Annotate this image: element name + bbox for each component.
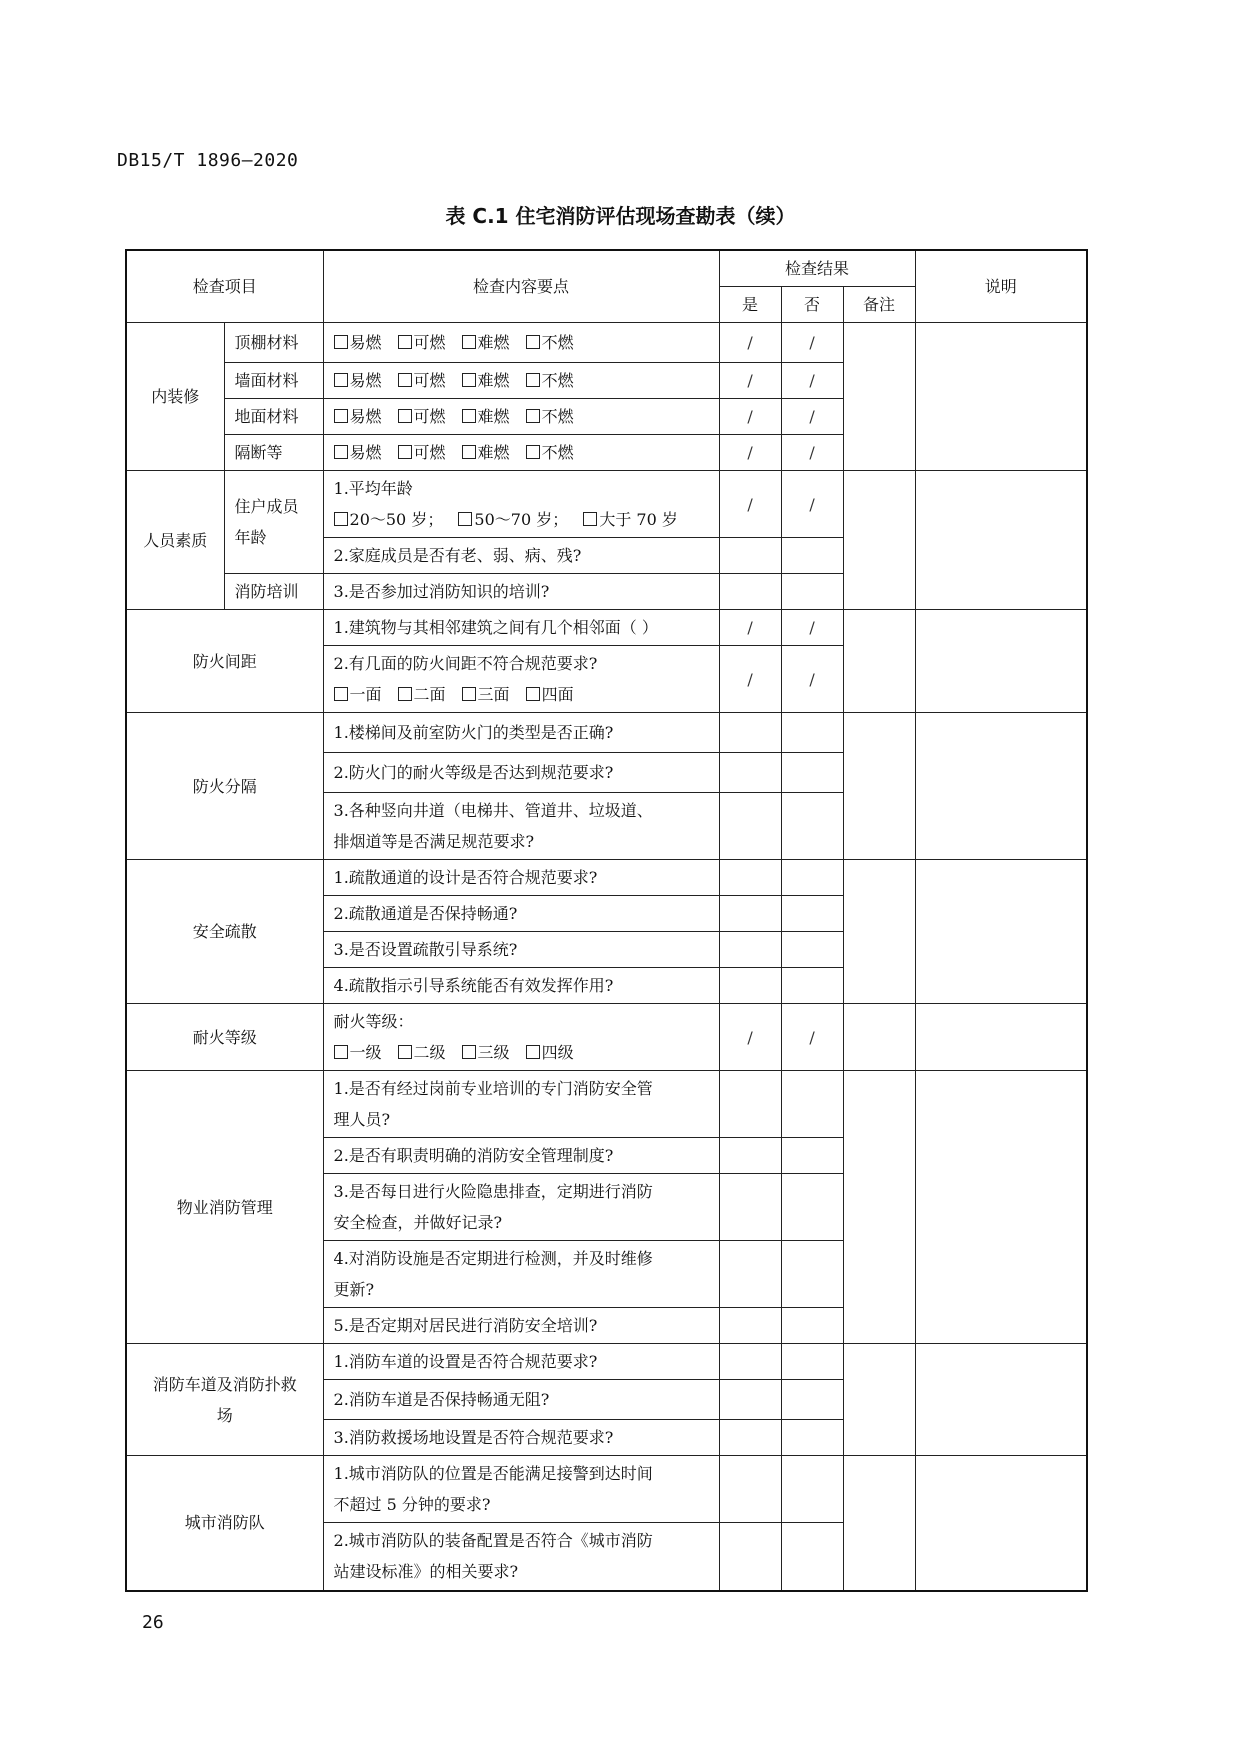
checkbox-icon[interactable] <box>462 335 476 349</box>
section-name-line: 场 <box>216 1405 233 1425</box>
question <box>323 1456 719 1523</box>
checkbox-icon[interactable] <box>334 445 348 459</box>
checkbox-icon[interactable] <box>462 687 476 701</box>
checkbox-icon[interactable] <box>398 335 412 349</box>
remark-cell <box>843 1071 915 1344</box>
answer-no <box>781 1138 843 1174</box>
slash-mark: / <box>719 646 781 713</box>
question-line: 2.城市消防队的装备配置是否符合《城市消防 <box>333 1531 653 1551</box>
answer-no <box>781 1420 843 1456</box>
question-text: 2.有几面的防火间距不符合规范要求? <box>333 654 598 673</box>
slash-mark: / <box>719 610 781 646</box>
question: 4.疏散指示引导系统能否有效发挥作用? <box>323 968 719 1004</box>
checkbox-icon[interactable] <box>526 409 540 423</box>
interior-row-label: 隔断等 <box>224 435 323 471</box>
option-label: 三级 <box>477 1043 510 1062</box>
remark-cell <box>843 1456 915 1591</box>
answer-no <box>781 1523 843 1591</box>
slash-mark: / <box>781 363 843 399</box>
question <box>323 1241 719 1308</box>
question-line: 3.是否每日进行火险隐患排查，定期进行消防 <box>333 1182 653 1201</box>
option-label: 不燃 <box>541 371 574 390</box>
section-spacing: 防火间距 <box>126 610 323 713</box>
explain-cell <box>915 1004 1087 1071</box>
flammability-options <box>323 323 719 363</box>
checkbox-icon[interactable] <box>398 445 412 459</box>
option-label: 三面 <box>477 685 510 704</box>
interior-row-label: 顶棚材料 <box>224 323 323 363</box>
age-option: 大于 70 岁 <box>599 510 678 529</box>
answer-no <box>781 538 843 574</box>
answer-yes <box>719 1420 781 1456</box>
answer-yes <box>719 1456 781 1523</box>
remark-cell <box>843 1004 915 1071</box>
header-item: 检查项目 <box>126 250 323 323</box>
average-age-question <box>323 471 719 538</box>
checkbox-icon[interactable] <box>583 512 597 526</box>
answer-yes <box>719 1071 781 1138</box>
option-label: 四级 <box>541 1043 574 1062</box>
checkbox-icon[interactable] <box>398 1045 412 1059</box>
explain-cell <box>915 610 1087 713</box>
question-line: 不超过 5 分钟的要求? <box>333 1495 491 1514</box>
checkbox-icon[interactable] <box>462 409 476 423</box>
survey-table <box>125 249 1088 1592</box>
slash-mark: / <box>719 323 781 363</box>
question <box>323 1523 719 1591</box>
section-fire-access <box>126 1344 323 1456</box>
header-no: 否 <box>781 287 843 323</box>
answer-yes <box>719 793 781 860</box>
section-fire-station: 城市消防队 <box>126 1456 323 1591</box>
answer-yes <box>719 753 781 793</box>
header-result: 检查结果 <box>719 250 915 287</box>
interior-row-label: 地面材料 <box>224 399 323 435</box>
section-personnel: 人员素质 <box>126 471 224 610</box>
header-yes: 是 <box>719 287 781 323</box>
question: 1.疏散通道的设计是否符合规范要求? <box>323 860 719 896</box>
question: 5.是否定期对居民进行消防安全培训? <box>323 1308 719 1344</box>
checkbox-icon[interactable] <box>398 373 412 387</box>
answer-yes <box>719 538 781 574</box>
answer-yes <box>719 713 781 753</box>
option-label: 难燃 <box>477 407 510 426</box>
option-label: 易燃 <box>349 333 382 352</box>
answer-no <box>781 896 843 932</box>
checkbox-icon[interactable] <box>334 687 348 701</box>
answer-yes <box>719 1174 781 1241</box>
checkbox-icon[interactable] <box>526 1045 540 1059</box>
slash-mark: / <box>781 323 843 363</box>
section-name-line: 消防车道及消防扑救 <box>152 1374 297 1394</box>
training-label: 消防培训 <box>224 574 323 610</box>
table-title: 表 C.1 住宅消防评估现场查勘表（续） <box>445 204 796 228</box>
answer-yes <box>719 932 781 968</box>
age-option: 50～70 岁； <box>474 510 569 529</box>
spacing-question <box>323 646 719 713</box>
option-label: 易燃 <box>349 371 382 390</box>
explain-cell <box>915 1344 1087 1456</box>
answer-no <box>781 753 843 793</box>
answer-no <box>781 1241 843 1308</box>
answer-no <box>781 1344 843 1380</box>
section-interior: 内装修 <box>126 323 224 471</box>
checkbox-icon[interactable] <box>334 512 348 526</box>
checkbox-icon[interactable] <box>526 687 540 701</box>
option-label: 易燃 <box>349 443 382 462</box>
option-label: 二面 <box>413 685 446 704</box>
option-label: 难燃 <box>477 443 510 462</box>
option-label: 二级 <box>413 1043 446 1062</box>
section-property: 物业消防管理 <box>126 1071 323 1344</box>
fire-rating-options <box>334 1037 709 1068</box>
question-line: 4.对消防设施是否定期进行检测，并及时维修 <box>333 1249 653 1268</box>
remark-cell <box>843 323 915 471</box>
slash-mark: / <box>781 1004 843 1071</box>
answer-yes <box>719 1308 781 1344</box>
option-label: 不燃 <box>541 443 574 462</box>
header-explain: 说明 <box>915 250 1087 323</box>
question: 3.是否设置疏散引导系统? <box>323 932 719 968</box>
question-line: 站建设标准》的相关要求? <box>333 1562 519 1582</box>
answer-no <box>781 793 843 860</box>
slash-mark: / <box>719 435 781 471</box>
question <box>323 1174 719 1241</box>
question-line: 3.各种竖向井道（电梯井、管道井、垃圾道、 <box>333 801 653 820</box>
answer-no <box>781 713 843 753</box>
option-label: 四面 <box>541 685 574 704</box>
remark-cell <box>843 713 915 860</box>
question-line: 安全检查，并做好记录? <box>333 1213 503 1232</box>
answer-yes <box>719 860 781 896</box>
question: 1.建筑物与其相邻建筑之间有几个相邻面（ ） <box>323 610 719 646</box>
section-evacuation: 安全疏散 <box>126 860 323 1004</box>
slash-mark: / <box>781 471 843 538</box>
remark-cell <box>843 860 915 1004</box>
answer-no <box>781 574 843 610</box>
interior-row-label: 墙面材料 <box>224 363 323 399</box>
checkbox-icon[interactable] <box>462 445 476 459</box>
question: 2.防火门的耐火等级是否达到规范要求? <box>323 753 719 793</box>
remark-cell <box>843 610 915 713</box>
answer-yes <box>719 1241 781 1308</box>
header-remark: 备注 <box>843 287 915 323</box>
remark-cell <box>843 1344 915 1456</box>
answer-no <box>781 1308 843 1344</box>
checkbox-icon[interactable] <box>526 335 540 349</box>
answer-yes <box>719 1380 781 1420</box>
section-separation: 防火分隔 <box>126 713 323 860</box>
question-line: 更新? <box>333 1280 375 1299</box>
answer-yes <box>719 968 781 1004</box>
question-line: 排烟道等是否满足规范要求? <box>333 832 535 851</box>
flammability-options <box>323 363 719 399</box>
age-label: 住户成员年龄 <box>224 471 323 574</box>
option-label: 可燃 <box>413 407 446 426</box>
answer-yes <box>719 574 781 610</box>
question: 2.家庭成员是否有老、弱、病、残? <box>323 538 719 574</box>
page-number: 26 <box>142 1612 164 1633</box>
checkbox-icon[interactable] <box>462 373 476 387</box>
option-label: 一级 <box>349 1043 382 1062</box>
slash-mark: / <box>781 646 843 713</box>
answer-no <box>781 932 843 968</box>
option-label: 可燃 <box>413 371 446 390</box>
option-label: 不燃 <box>541 333 574 352</box>
answer-no <box>781 1071 843 1138</box>
checkbox-icon[interactable] <box>334 335 348 349</box>
explain-cell <box>915 860 1087 1004</box>
spacing-options <box>334 679 709 710</box>
checkbox-icon[interactable] <box>458 512 472 526</box>
slash-mark: / <box>781 610 843 646</box>
answer-no <box>781 860 843 896</box>
fire-rating-question <box>323 1004 719 1071</box>
checkbox-icon[interactable] <box>398 409 412 423</box>
question: 2.疏散通道是否保持畅通? <box>323 896 719 932</box>
slash-mark: / <box>719 471 781 538</box>
checkbox-icon[interactable] <box>334 1045 348 1059</box>
question: 1.消防车道的设置是否符合规范要求? <box>323 1344 719 1380</box>
option-label: 不燃 <box>541 407 574 426</box>
option-label: 难燃 <box>477 333 510 352</box>
section-fire-rating: 耐火等级 <box>126 1004 323 1071</box>
question: 3.是否参加过消防知识的培训? <box>323 574 719 610</box>
answer-no <box>781 1380 843 1420</box>
age-options <box>334 504 709 535</box>
explain-cell <box>915 713 1087 860</box>
question-line: 理人员? <box>333 1110 391 1129</box>
header-content: 检查内容要点 <box>323 250 719 323</box>
answer-no <box>781 1456 843 1523</box>
option-label: 可燃 <box>413 333 446 352</box>
question-line: 1.是否有经过岗前专业培训的专门消防安全管 <box>333 1079 653 1098</box>
checkbox-icon[interactable] <box>526 445 540 459</box>
remark-cell <box>843 471 915 610</box>
answer-no <box>781 1174 843 1241</box>
age-option: 20～50 岁； <box>349 510 444 529</box>
document-code: DB15/T 1896—2020 <box>117 150 299 171</box>
flammability-options <box>323 399 719 435</box>
slash-mark: / <box>719 1004 781 1071</box>
age-question-text: 1.平均年龄 <box>333 479 413 498</box>
explain-cell <box>915 1071 1087 1344</box>
answer-no <box>781 968 843 1004</box>
explain-cell <box>915 323 1087 471</box>
explain-cell <box>915 1456 1087 1591</box>
checkbox-icon[interactable] <box>398 687 412 701</box>
answer-yes <box>719 896 781 932</box>
question <box>323 793 719 860</box>
answer-yes <box>719 1523 781 1591</box>
question-text: 耐火等级： <box>333 1012 414 1031</box>
slash-mark: / <box>719 399 781 435</box>
checkbox-icon[interactable] <box>334 409 348 423</box>
slash-mark: / <box>781 399 843 435</box>
checkbox-icon[interactable] <box>334 373 348 387</box>
answer-yes <box>719 1138 781 1174</box>
question-line: 1.城市消防队的位置是否能满足接警到达时间 <box>333 1464 653 1483</box>
checkbox-icon[interactable] <box>526 373 540 387</box>
question: 2.消防车道是否保持畅通无阻? <box>323 1380 719 1420</box>
explain-cell <box>915 471 1087 610</box>
option-label: 可燃 <box>413 443 446 462</box>
question <box>323 1071 719 1138</box>
option-label: 难燃 <box>477 371 510 390</box>
question: 1.楼梯间及前室防火门的类型是否正确? <box>323 713 719 753</box>
checkbox-icon[interactable] <box>462 1045 476 1059</box>
slash-mark: / <box>781 435 843 471</box>
slash-mark: / <box>719 363 781 399</box>
option-label: 易燃 <box>349 407 382 426</box>
answer-yes <box>719 1344 781 1380</box>
option-label: 一面 <box>349 685 382 704</box>
question: 2.是否有职责明确的消防安全管理制度? <box>323 1138 719 1174</box>
flammability-options <box>323 435 719 471</box>
question: 3.消防救援场地设置是否符合规范要求? <box>323 1420 719 1456</box>
